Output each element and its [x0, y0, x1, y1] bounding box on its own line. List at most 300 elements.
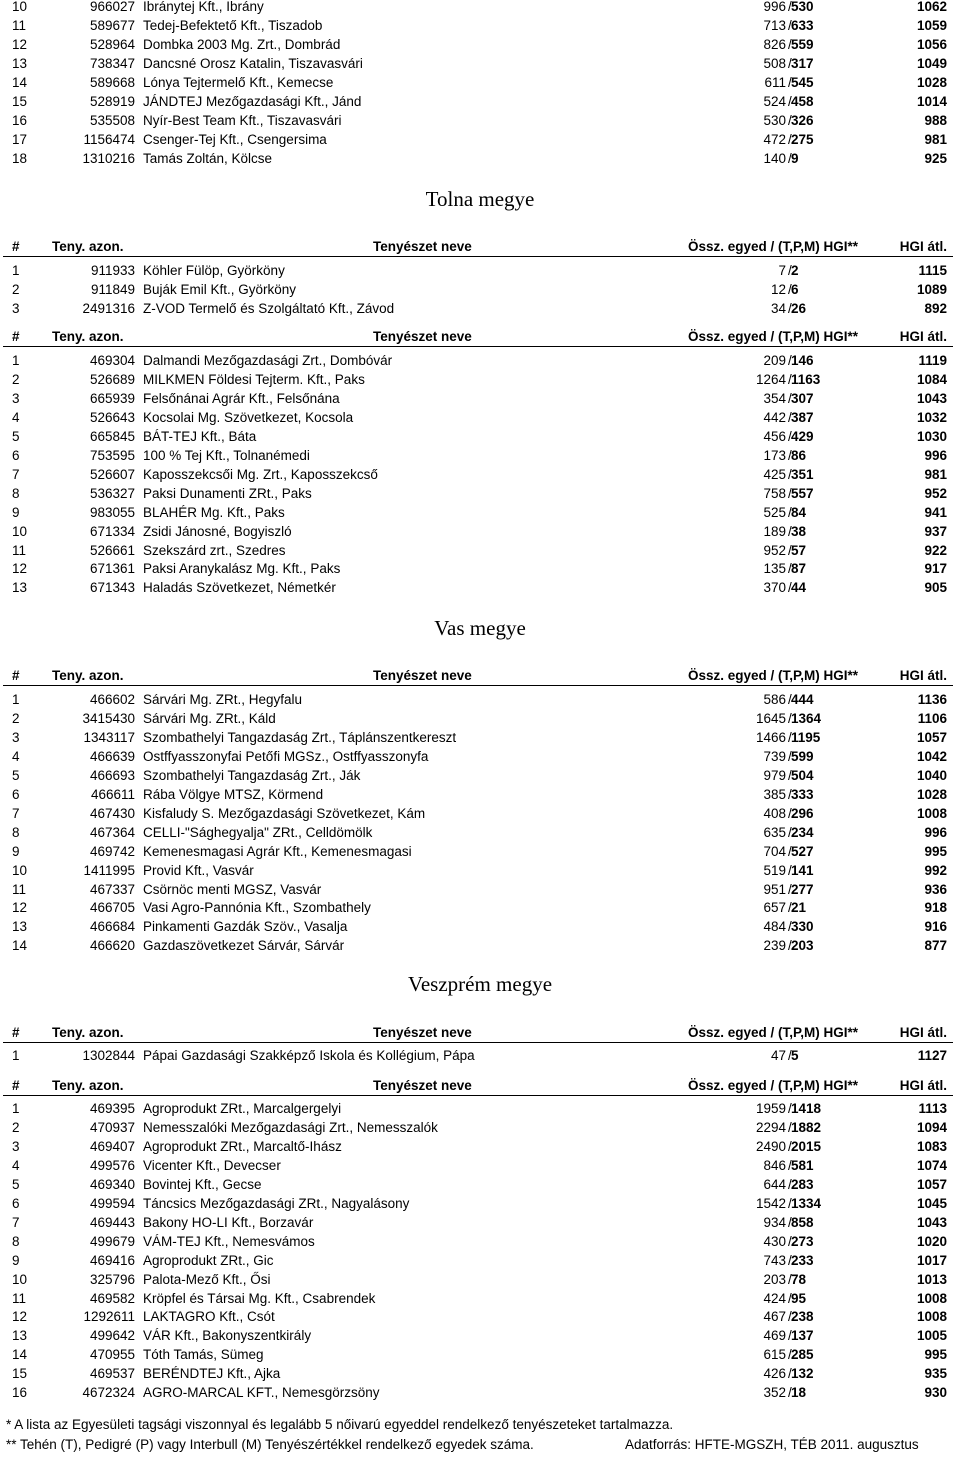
hgi-count: 87 [791, 561, 807, 577]
separator: / [788, 263, 792, 278]
table-row [0, 1232, 960, 1251]
hgi-count: 44 [791, 580, 807, 596]
row-number: 10 [12, 862, 28, 878]
herd-name: Ibránytej Kft., Ibrány [143, 0, 264, 14]
table-row [0, 389, 960, 408]
hgi-average: 1074 [916, 1157, 947, 1173]
hgi-average: 925 [924, 150, 947, 166]
separator: / [788, 371, 792, 387]
table-row [0, 111, 960, 130]
table-row [0, 522, 960, 541]
separator: / [788, 1214, 792, 1230]
separator: / [788, 150, 792, 166]
row-number: 9 [12, 504, 20, 520]
separator: / [788, 729, 792, 745]
hgi-count: 1163 [791, 371, 821, 387]
hgi-average: 1020 [916, 1233, 947, 1249]
separator: / [788, 919, 792, 935]
herd-id: 671361 [89, 561, 135, 577]
total-count: 739 [763, 748, 786, 764]
hgi-average: 996 [924, 824, 947, 840]
hgi-count: 86 [791, 447, 807, 463]
row-number: 16 [12, 1385, 28, 1401]
separator: / [788, 36, 792, 52]
col-header-id: Teny. azon. [52, 1078, 124, 1093]
total-count: 525 [763, 504, 786, 520]
row-number: 6 [12, 447, 20, 463]
herd-name: Sárvári Mg. ZRt., Hegyfalu [143, 692, 303, 707]
hgi-average: 988 [924, 112, 947, 128]
table-row [0, 484, 960, 503]
table-row [0, 261, 960, 280]
herd-name: Rába Völgye MTSZ, Körmend [143, 786, 324, 802]
row-number: 8 [12, 485, 20, 501]
hgi-count: 599 [791, 748, 814, 764]
total-count: 352 [763, 1385, 786, 1401]
row-number: 18 [12, 150, 28, 166]
total-count: 7 [778, 263, 786, 278]
separator: / [788, 1290, 792, 1306]
herd-name: Palota-Mező Kft., Ősi [143, 1271, 271, 1287]
herd-id: 753595 [89, 447, 135, 463]
table-row [0, 465, 960, 484]
herd-id: 1156474 [83, 131, 135, 147]
total-count: 442 [763, 409, 786, 425]
hgi-count: 530 [791, 0, 814, 14]
hgi-count: 233 [791, 1252, 814, 1268]
total-count: 979 [763, 767, 786, 783]
separator: / [788, 1048, 792, 1063]
table-row [0, 917, 960, 936]
table-row [0, 1289, 960, 1308]
separator: / [788, 1119, 792, 1135]
col-header-name: Tenyészet neve [373, 329, 472, 344]
total-count: 657 [763, 900, 786, 916]
herd-name: Nemesszalóki Mezőgazdasági Zrt., Nemesszalók [143, 1119, 438, 1135]
table-row [0, 1156, 960, 1175]
hgi-count: 307 [791, 390, 814, 406]
hgi-count: 858 [791, 1214, 814, 1230]
herd-id: 469340 [89, 1176, 135, 1192]
separator: / [788, 485, 792, 501]
hgi-average: 995 [924, 843, 947, 859]
hgi-average: 1043 [916, 1214, 947, 1230]
herd-id: 325796 [89, 1271, 135, 1287]
table-row [0, 446, 960, 465]
row-number: 4 [12, 409, 20, 425]
separator: / [788, 580, 792, 596]
hgi-count: 141 [791, 862, 814, 878]
herd-id: 469395 [89, 1101, 135, 1116]
row-number: 12 [12, 900, 28, 916]
herd-name: Nyír-Best Team Kft., Tiszavasvári [143, 112, 342, 128]
hgi-count: 238 [791, 1309, 814, 1325]
table-row [0, 299, 960, 318]
herd-name: Felsőnánai Agrár Kft., Felsőnána [143, 390, 340, 406]
herd-name: Dombka 2003 Mg. Zrt., Dombrád [143, 36, 341, 52]
row-number: 2 [12, 281, 20, 297]
total-count: 2490 [755, 1138, 786, 1154]
separator: / [788, 1138, 792, 1154]
hgi-count: 317 [791, 55, 814, 71]
hgi-average: 1008 [916, 1290, 947, 1306]
herd-id: 738347 [89, 55, 135, 71]
table-row [0, 880, 960, 899]
row-number: 17 [12, 131, 28, 147]
hgi-average: 1005 [916, 1328, 947, 1344]
total-count: 370 [763, 580, 786, 596]
table-row [0, 559, 960, 578]
herd-name: Tóth Tamás, Sümeg [143, 1347, 264, 1363]
herd-id: 469304 [89, 353, 135, 368]
separator: / [788, 504, 792, 520]
hgi-count: 545 [791, 74, 814, 90]
hgi-average: 935 [924, 1366, 947, 1382]
herd-id: 469537 [89, 1366, 135, 1382]
total-count: 519 [763, 862, 786, 878]
table-row [0, 1137, 960, 1156]
table-row [0, 1383, 960, 1402]
col-header-avg: HGI átl. [899, 1025, 947, 1040]
total-count: 644 [763, 1176, 786, 1192]
herd-id: 499679 [89, 1233, 135, 1249]
separator: / [788, 0, 792, 14]
herd-name: Kemenesmagasi Agrár Kft., Kemenesmagasi [143, 843, 412, 859]
separator: / [788, 1101, 792, 1116]
hgi-average: 877 [924, 938, 947, 954]
herd-id: 665845 [89, 428, 135, 444]
table-row [0, 1364, 960, 1383]
hgi-average: 1028 [916, 74, 947, 90]
herd-name: VÁR Kft., Bakonyszentkirály [143, 1328, 312, 1344]
herd-name: Szekszárd zrt., Szedres [143, 542, 286, 558]
table-row [0, 370, 960, 389]
total-count: 12 [770, 281, 786, 297]
table-row [0, 936, 960, 955]
herd-name: BERÉNDTEJ Kft., Ajka [143, 1366, 281, 1382]
total-count: 2294 [755, 1119, 786, 1135]
hgi-count: 9 [791, 150, 799, 166]
herd-id: 469416 [89, 1252, 135, 1268]
row-number: 12 [12, 561, 28, 577]
total-count: 611 [764, 74, 786, 90]
row-number: 13 [12, 919, 28, 935]
separator: / [788, 17, 792, 33]
hgi-average: 981 [924, 131, 947, 147]
separator: / [788, 300, 792, 316]
row-number: 14 [12, 74, 28, 90]
total-count: 1542 [755, 1195, 786, 1211]
row-number: 3 [12, 300, 20, 316]
herd-name: VÁM-TEJ Kft., Nemesvámos [143, 1233, 315, 1249]
hgi-average: 952 [924, 485, 947, 501]
total-count: 846 [763, 1157, 786, 1173]
col-header-avg: HGI átl. [899, 239, 947, 254]
table-row [0, 503, 960, 522]
row-number: 3 [12, 390, 20, 406]
col-header-num: # [12, 668, 20, 683]
herd-name: Csörnöc menti MGSZ, Vasvár [143, 881, 322, 897]
row-number: 15 [12, 93, 28, 109]
row-number: 1 [12, 692, 20, 707]
row-number: 6 [12, 786, 20, 802]
total-count: 484 [763, 919, 786, 935]
herd-id: 671343 [89, 580, 135, 596]
hgi-average: 1089 [916, 281, 947, 297]
table-row [0, 578, 960, 597]
total-count: 426 [763, 1366, 786, 1382]
hgi-count: 2015 [791, 1138, 822, 1154]
herd-id: 1411995 [83, 862, 135, 878]
col-header-count: Össz. egyed / (T,P,M) HGI** [688, 329, 859, 344]
hgi-count: 559 [791, 36, 814, 52]
hgi-count: 283 [791, 1176, 814, 1192]
herd-name: Csenger-Tej Kft., Csengersima [143, 131, 327, 147]
herd-id: 466602 [89, 692, 135, 707]
herd-name: Z-VOD Termelő és Szolgáltató Kft., Závod [143, 300, 395, 316]
herd-name: Haladás Szövetkezet, Németkér [143, 580, 336, 596]
hgi-average: 1040 [916, 767, 947, 783]
herd-id: 467430 [89, 805, 135, 821]
separator: / [788, 1366, 792, 1382]
hgi-count: 1364 [791, 710, 822, 726]
herd-id: 966027 [89, 0, 135, 14]
separator: / [788, 900, 792, 916]
total-count: 140 [763, 150, 786, 166]
hgi-average: 1049 [916, 55, 947, 71]
total-count: 189 [763, 523, 786, 539]
herd-name: Gazdaszövetkezet Sárvár, Sárvár [143, 938, 345, 954]
table-row [0, 1118, 960, 1137]
row-number: 5 [12, 428, 20, 444]
hgi-count: 444 [791, 692, 814, 707]
herd-name: Tamás Zoltán, Kölcse [143, 150, 273, 166]
herd-id: 499594 [89, 1195, 135, 1211]
col-header-count: Össz. egyed / (T,P,M) HGI** [688, 668, 859, 683]
separator: / [788, 1271, 792, 1287]
table-row [0, 1175, 960, 1194]
herd-id: 983055 [89, 504, 135, 520]
separator: / [788, 447, 792, 463]
table-row [0, 785, 960, 804]
total-count: 408 [763, 805, 786, 821]
row-number: 7 [12, 805, 20, 821]
table-row [0, 35, 960, 54]
herd-id: 467337 [89, 881, 135, 897]
herd-name: Agroprodukt ZRt., Marcaltő-Ihász [143, 1138, 342, 1154]
hgi-average: 1094 [916, 1119, 947, 1135]
hgi-average: 1136 [917, 692, 947, 707]
total-count: 469 [763, 1328, 786, 1344]
herd-id: 466639 [89, 748, 135, 764]
herd-name: BÁT-TEJ Kft., Báta [143, 428, 257, 444]
col-header-avg: HGI átl. [899, 329, 947, 344]
region-title-vas: Vas megye [434, 616, 526, 640]
separator: / [788, 881, 792, 897]
hgi-average: 1017 [916, 1252, 947, 1268]
row-number: 15 [12, 1366, 28, 1382]
table-divider [3, 1095, 953, 1096]
separator: / [788, 805, 792, 821]
total-count: 135 [763, 561, 786, 577]
table-row [0, 408, 960, 427]
separator: / [788, 1309, 792, 1325]
table-row [0, 1213, 960, 1232]
hgi-average: 1059 [916, 17, 947, 33]
table-divider [3, 346, 953, 347]
row-number: 8 [12, 824, 20, 840]
separator: / [788, 542, 792, 558]
total-count: 1959 [755, 1101, 786, 1116]
hgi-average: 941 [924, 504, 947, 520]
footnote-2: ** Tehén (T), Pedigré (P) vagy Interbull (M) Tenyészértékkel rendelkező egyedek száma. [6, 1437, 534, 1452]
table-header [0, 237, 960, 256]
hgi-average: 936 [924, 881, 947, 897]
hgi-count: 557 [791, 485, 814, 501]
herd-id: 536327 [89, 485, 135, 501]
hgi-count: 234 [791, 824, 814, 840]
table-row [0, 690, 960, 709]
separator: / [788, 1195, 792, 1211]
col-header-avg: HGI átl. [899, 1078, 947, 1093]
row-number: 1 [12, 1048, 20, 1063]
hgi-count: 21 [791, 900, 807, 916]
herd-id: 911849 [90, 281, 135, 297]
hgi-average: 1113 [918, 1101, 947, 1116]
row-number: 10 [12, 0, 28, 14]
row-number: 10 [12, 1271, 28, 1287]
row-number: 11 [12, 542, 27, 558]
total-count: 209 [763, 353, 786, 368]
row-number: 13 [12, 1328, 28, 1344]
herd-name: Bovintej Kft., Gecse [143, 1176, 262, 1192]
herd-name: Paksi Dunamenti ZRt., Paks [143, 485, 312, 501]
table-row [0, 766, 960, 785]
total-count: 472 [763, 131, 786, 147]
total-count: 951 [763, 881, 786, 897]
separator: / [788, 843, 792, 859]
separator: / [788, 1233, 792, 1249]
total-count: 424 [763, 1290, 786, 1306]
herd-name: Agroprodukt ZRt., Gic [143, 1252, 274, 1268]
separator: / [788, 409, 792, 425]
hgi-count: 1195 [791, 729, 821, 745]
table-row [0, 54, 960, 73]
herd-name: LAKTAGRO Kft., Csót [143, 1309, 275, 1325]
col-header-count: Össz. egyed / (T,P,M) HGI** [688, 239, 859, 254]
table-header [0, 1023, 960, 1042]
hgi-count: 1882 [791, 1119, 822, 1135]
table-row [0, 1345, 960, 1364]
herd-id: 671334 [89, 523, 135, 539]
total-count: 758 [763, 485, 786, 501]
row-number: 5 [12, 1176, 20, 1192]
table-row [0, 1099, 960, 1118]
hgi-count: 5 [791, 1048, 799, 1063]
table-header [0, 327, 960, 346]
herd-name: MILKMEN Földesi Tejterm. Kft., Paks [143, 371, 365, 387]
total-count: 524 [763, 93, 786, 109]
total-count: 1645 [755, 710, 786, 726]
hgi-count: 285 [791, 1347, 814, 1363]
hgi-average: 918 [924, 900, 947, 916]
row-number: 1 [12, 263, 20, 278]
hgi-count: 146 [791, 353, 814, 368]
row-number: 2 [12, 710, 20, 726]
separator: / [788, 692, 792, 707]
hgi-average: 930 [924, 1385, 947, 1401]
herd-name: Lónya Tejtermelő Kft., Kemecse [143, 74, 334, 90]
separator: / [788, 74, 792, 90]
total-count: 826 [763, 36, 786, 52]
total-count: 615 [763, 1347, 786, 1363]
region-title-veszprem: Veszprém megye [407, 972, 553, 996]
separator: / [788, 1252, 792, 1268]
row-number: 6 [12, 1195, 20, 1211]
herd-id: 469407 [89, 1138, 135, 1154]
col-header-name: Tenyészet neve [373, 1025, 472, 1040]
row-number: 1 [12, 1101, 20, 1116]
separator: / [788, 862, 792, 878]
hgi-count: 429 [791, 428, 814, 444]
separator: / [788, 1176, 792, 1192]
herd-id: 466693 [89, 767, 135, 783]
hgi-average: 1083 [916, 1138, 947, 1154]
herd-name: Dalmandi Mezőgazdasági Zrt., Dombóvár [143, 353, 393, 368]
hgi-average: 1008 [916, 1309, 947, 1325]
herd-name: BLAHÉR Mg. Kft., Paks [143, 504, 285, 520]
table-row [0, 1270, 960, 1289]
table-row [0, 541, 960, 560]
hgi-average: 981 [924, 466, 947, 482]
separator: / [788, 390, 792, 406]
row-number: 9 [12, 1252, 20, 1268]
separator: / [788, 353, 792, 368]
total-count: 586 [763, 692, 786, 707]
separator: / [788, 428, 792, 444]
total-count: 934 [763, 1214, 786, 1230]
total-count: 425 [763, 466, 786, 482]
herd-id: 470937 [89, 1119, 135, 1135]
table-row [0, 823, 960, 842]
separator: / [788, 466, 792, 482]
herd-name: Kisfaludy S. Mezőgazdasági Szövetkezet, Kám [143, 805, 426, 821]
hgi-count: 277 [791, 881, 814, 897]
herd-id: 1343117 [83, 729, 135, 745]
table-row [0, 427, 960, 446]
herd-id: 499576 [89, 1157, 135, 1173]
hgi-count: 95 [791, 1290, 807, 1306]
hgi-count: 387 [791, 409, 814, 425]
herd-id: 1310216 [82, 150, 135, 166]
hgi-average: 1032 [916, 409, 947, 425]
herd-name: Vicenter Kft., Devecser [143, 1157, 281, 1173]
separator: / [788, 938, 792, 954]
table-row [0, 804, 960, 823]
hgi-average: 1057 [916, 729, 947, 745]
herd-id: 526661 [89, 542, 135, 558]
footnote-1: * A lista az Egyesületi tagsági viszonnyal és legalább 5 nőivarú egyeddel rendelkező tenyészeteket tartalmazza. [6, 1417, 674, 1432]
hgi-count: 273 [791, 1233, 814, 1249]
table-row [0, 1194, 960, 1213]
herd-name: JÁNDTEJ Mezőgazdasági Kft., Jánd [143, 93, 362, 109]
hgi-count: 6 [791, 281, 799, 297]
herd-name: Kaposszekcsői Mg. Zrt., Kaposszekcső [143, 466, 378, 482]
herd-name: Pinkamenti Gazdák Szöv., Vasalja [143, 919, 348, 935]
row-number: 2 [12, 1119, 20, 1135]
hgi-count: 137 [791, 1328, 814, 1344]
hgi-average: 922 [924, 542, 947, 558]
